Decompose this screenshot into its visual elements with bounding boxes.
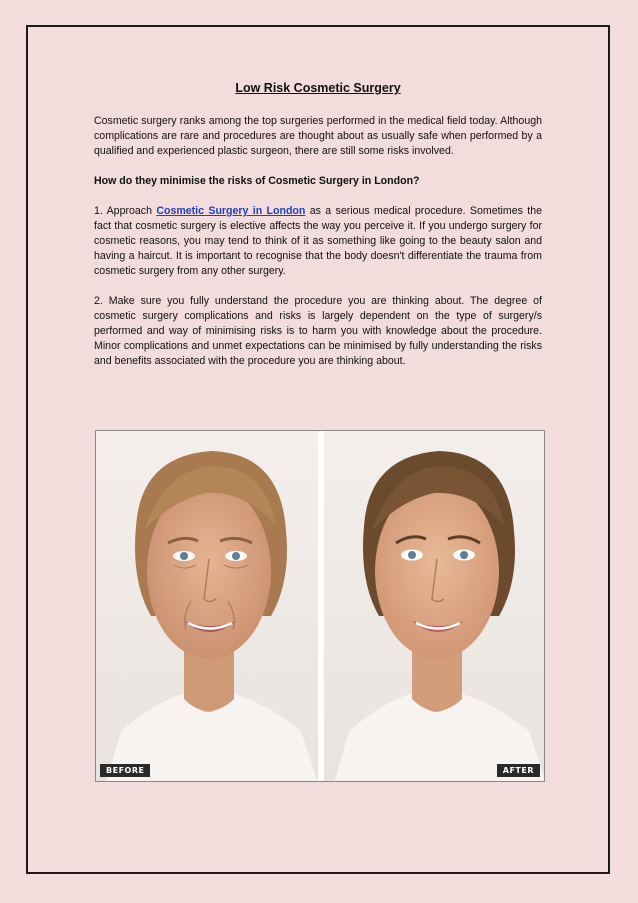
point-two-paragraph: 2. Make sure you fully understand the procedure you are thinking about. The degree of cosmetic surgery complications and risks is largely dependent on the type of surgery/s performed and way of minimising risks is to harm you with knowledge about the procedure. Minor complications and unmet expectations can be minimised by fully understanding the risks and benefits associated with the procedure you are thinking about. bbox=[94, 295, 542, 367]
before-after-illustration bbox=[96, 431, 545, 782]
cosmetic-surgery-link[interactable]: Cosmetic Surgery in London bbox=[156, 205, 306, 217]
question-heading: How do they minimise the risks of Cosmetic Surgery in London? bbox=[94, 175, 420, 187]
before-after-photo bbox=[95, 430, 545, 782]
point-one-prefix: 1. Approach bbox=[94, 205, 157, 217]
document-title: Low Risk Cosmetic Surgery bbox=[235, 81, 401, 95]
intro-paragraph: Cosmetic surgery ranks among the top surgeries performed in the medical field today. Although complications are rare and procedures are thought about as usually safe when performed by a qualified and experienced plastic surgeon, there are still some risks involved. bbox=[94, 115, 542, 157]
point-one-suffix: as a serious medical procedure. Sometimes the fact that cosmetic surgery is elective affects the way you perceive it. If you undergo surgery for cosmetic reasons, you may tend to think of it as something like going to the beauty salon and having a haircut. It is important to recognise that the body doesn't differentiate the trauma from cosmetic surgery from any other surgery. bbox=[94, 205, 542, 277]
document-body bbox=[94, 80, 542, 384]
panel-divider bbox=[318, 431, 324, 782]
after-panel bbox=[324, 431, 545, 782]
point-one-paragraph bbox=[94, 204, 542, 279]
after-label: AFTER bbox=[497, 764, 540, 777]
before-panel bbox=[96, 431, 318, 782]
before-label: BEFORE bbox=[100, 764, 150, 777]
